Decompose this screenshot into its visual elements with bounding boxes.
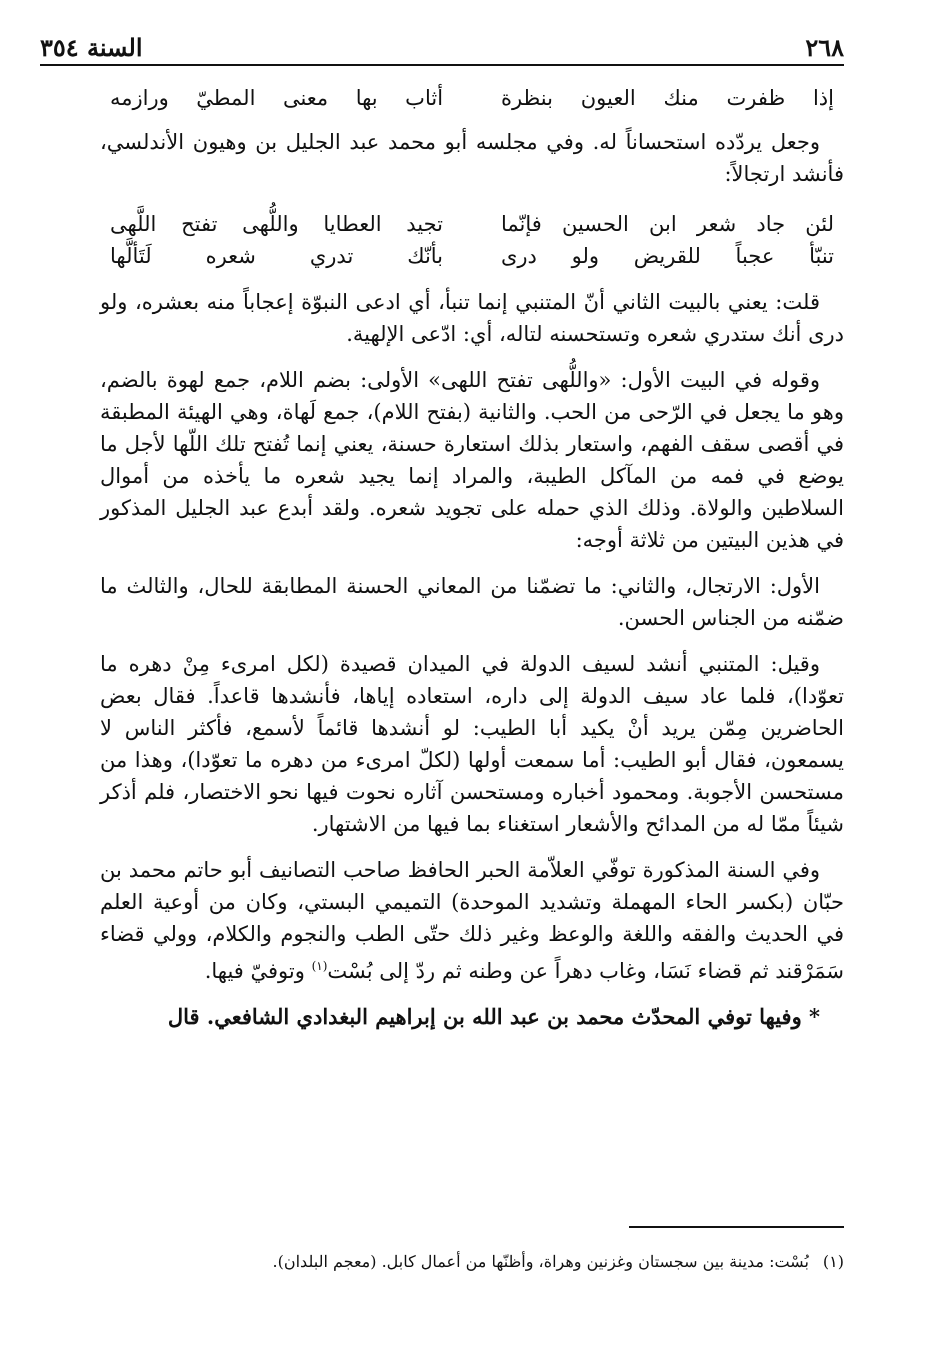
- verse-line: [110, 240, 834, 272]
- paragraph: الأول: الارتجال، والثاني: ما تضمّنا من المعاني الحسنة المطابقة للحال، والثالث ما ضمّنه من الجناس الحسن.: [100, 574, 844, 630]
- page-header: [40, 28, 844, 62]
- paragraph: وجعل يردّده استحساناً له. وفي مجلسه أبو محمد عبد الجليل بن وهيون الأندلسي، فأنشد ارتجالاً:: [100, 130, 844, 186]
- paragraph: وقيل: المتنبي أنشد لسيف الدولة في الميدان قصيدة (لكل امرىء مِنْ دهره ما تعوّدا)، فلما عاد سيف الدولة إلى داره، استعاده إياها، فأنشدها قاعداً. فقال بعض الحاضرين مِمّن يريد أنْ يكيد أبا الطيب: لو أنشدها قائماً لأسمع، فأكثر الناس لا يسمعون، فقال أبو الطيب: أما سمعت أولها (لكلّ امرىء من دهره ما تعوّدا)، وهذا من مستحسن الأجوبة. ومحمود أخباره ومستحسن آثاره نحوت فيها نحو الاختصار، فلم أذكر شيئاً ممّا له من المدائح والأشعار استغناء بما فيها من الاشتهار.: [100, 652, 844, 836]
- header-rule: [40, 64, 844, 66]
- verse-right-hemistich: تنبّأ عجباً للقريض ولو درى: [500, 244, 834, 268]
- paragraph-text-end: وتوفيّ فيها.: [204, 959, 312, 983]
- verse-left-hemistich: بأنّك تدري شعره لَتَألَّها: [110, 244, 444, 268]
- verse-line: [110, 82, 834, 114]
- footnote-rule: [629, 1226, 844, 1228]
- footnote-number: (١): [822, 1252, 844, 1271]
- paragraph-text: وفي السنة المذكورة توفّي العلاّمة الحبر الحافظ صاحب التصانيف أبو حاتم محمد بن حبّان (بكسر الحاء المهملة وتشديد الموحدة) التميمي البستي، وكان من أوعية العلم في الحديث والفقه واللغة والوعظ وغير ذلك حتّى الطب والنجوم والكلام، وولي قضاء سَمَرْقند ثم قضاء نَسَا، وغاب دهراً عن وطنه ثم ردّ إلى بُسْت: [100, 858, 844, 983]
- main-text: [100, 82, 844, 1047]
- verse-right-hemistich: لئن جاد شعر ابن الحسين فإنّما: [500, 212, 834, 236]
- running-head-year: السنة ٣٥٤: [40, 33, 143, 62]
- verse-left-hemistich: أثاب بها معنى المطيّ ورازمه: [110, 86, 444, 110]
- verse-left-hemistich: تجيد العطايا واللُّهى تفتح اللَّهى: [110, 212, 444, 236]
- verse-line: [110, 208, 834, 240]
- verse-right-hemistich: إذا ظفرت منك العيون بنظرة: [500, 86, 834, 110]
- paragraph: قلت: يعني بالبيت الثاني أنّ المتنبي إنما تنبأ، أي ادعى النبوّة إعجاباً منه بعشره، ولو درى أنك ستدري شعره وتستحسنه لتاله، أي: ادّعى الإلهية.: [100, 290, 844, 346]
- paragraph-continued: * وفيها توفي المحدّث محمد بن عبد الله بن إبراهيم البغدادي الشافعي. قال: [167, 1004, 820, 1029]
- footnote: [100, 1250, 844, 1274]
- paragraph: وقوله في البيت الأول: «واللُّهى تفتح اللهى» الأولى: بضم اللام، جمع لهوة بالضم، وهو ما يجعل في الرّحى من الحب. والثانية (بفتح اللام)، جمع لَهاة، وهي الهيئة المطبقة في أقصى سقف الفهم، واستعار بذلك استعارة حسنة، يعني إنما تُفتح تلك اللّها لأجل ما يوضع في فمه من المآكل الطيبة، والمراد إنما يجيد شعره ما يأخذه من أموال السلاطين والولاة. وذلك الذي حمله على تجويد شعره. ولقد أبدع عبد الجليل المذكور في هذين البيتين من ثلاثة أوجه:: [100, 368, 844, 552]
- verse-block-2: [110, 208, 834, 272]
- footnote-text: بُسْت: مدينة بين سجستان وغزنين وهراة، وأظنّها من أعمال كابل. (معجم البلدان).: [272, 1252, 809, 1271]
- page-number: ٢٦٨: [805, 33, 844, 62]
- footnote-marker: (١): [311, 959, 328, 973]
- paragraph: [100, 854, 844, 987]
- verse-block-1: [110, 82, 834, 114]
